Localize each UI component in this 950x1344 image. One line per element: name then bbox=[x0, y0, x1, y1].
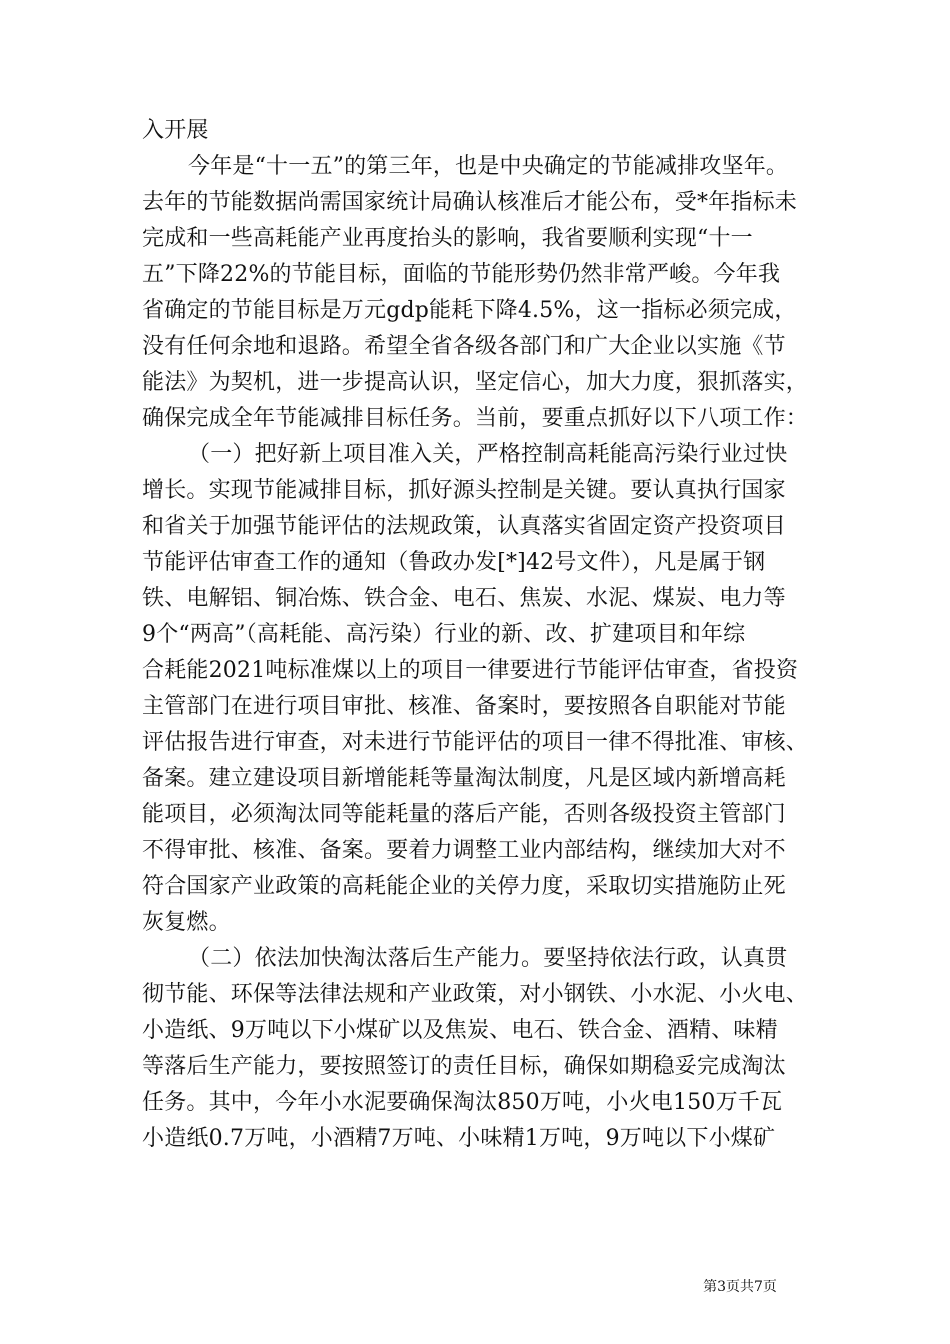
text-line: 主管部门在进行项目审批、核准、备案时，要按照各自职能对节能 bbox=[142, 694, 786, 719]
text-line: 和省关于加强节能评估的法规政策，认真落实省固定资产投资项目 bbox=[142, 514, 786, 539]
text-line: 去年的节能数据尚需国家统计局确认核准后才能公布，受*年指标未 bbox=[142, 190, 798, 215]
text-line: （一）把好新上项目准入关，严格控制高耗能高污染行业过快 bbox=[188, 442, 788, 467]
text-line: 没有任何余地和退路。希望全省各级各部门和广大企业以实施《节 bbox=[142, 334, 786, 359]
text-line: 彻节能、环保等法律法规和产业政策，对小钢铁、小水泥、小火电、 bbox=[142, 982, 809, 1007]
text-line: 符合国家产业政策的高耗能企业的关停力度，采取切实措施防止死 bbox=[142, 874, 786, 899]
text-line: 今年是“十一五”的第三年，也是中央确定的节能减排攻坚年。 bbox=[188, 154, 789, 179]
text-line: 能法》为契机，进一步提高认识，坚定信心，加大力度，狠抓落实， bbox=[142, 370, 809, 395]
text-line: 小造纸0.7万吨，小酒精7万吨、小味精1万吨，9万吨以下小煤矿 bbox=[142, 1126, 776, 1151]
paragraph-energy-targets bbox=[142, 149, 822, 437]
text-line: 增长。实现节能减排目标，抓好源头控制是关键。要认真执行国家 bbox=[142, 478, 786, 503]
text-line: 节能评估审查工作的通知（鲁政办发[*]42号文件），凡是属于钢 bbox=[142, 550, 766, 575]
text-line: 任务。其中，今年小水泥要确保淘汰850万吨，小火电150万千瓦 bbox=[142, 1090, 783, 1115]
text-line: 完成和一些高耗能产业再度抬头的影响，我省要顺利实现“十一 bbox=[142, 226, 753, 251]
text-line: 入开展 bbox=[142, 118, 209, 143]
text-line: 合耗能2021吨标准煤以上的项目一律要进行节能评估审查，省投资 bbox=[142, 658, 799, 683]
text-line: 9个“两高”（高耗能、高污染）行业的新、改、扩建项目和年综 bbox=[142, 622, 746, 647]
text-line: 能项目，必须淘汰同等能耗量的落后产能，否则各级投资主管部门 bbox=[142, 802, 786, 827]
text-line: 等落后生产能力，要按照签订的责任目标，确保如期稳妥完成淘汰 bbox=[142, 1054, 786, 1079]
text-line: 小造纸、9万吨以下小煤矿以及焦炭、电石、铁合金、酒精、味精 bbox=[142, 1018, 778, 1043]
text-line: 确保完成全年节能减排目标任务。当前，要重点抓好以下八项工作： bbox=[142, 406, 809, 431]
paragraph-continuation bbox=[142, 113, 822, 149]
page-number: 第3页共7页 bbox=[703, 1279, 777, 1295]
paragraph-item-two bbox=[142, 941, 822, 1157]
text-line: 灰复燃。 bbox=[142, 910, 231, 935]
document-body bbox=[142, 113, 822, 1157]
text-line: 省确定的节能目标是万元gdp能耗下降4.5%，这一指标必须完成， bbox=[142, 298, 797, 323]
page-footer bbox=[0, 1276, 950, 1296]
text-line: 评估报告进行审查，对未进行节能评估的项目一律不得批准、审核、 bbox=[142, 730, 809, 755]
text-line: 备案。建立建设项目新增能耗等量淘汰制度，凡是区域内新增高耗 bbox=[142, 766, 786, 791]
text-line: 五”下降22%的节能目标，面临的节能形势仍然非常严峻。今年我 bbox=[142, 262, 781, 287]
text-line: 铁、电解铝、铜冶炼、铁合金、电石、焦炭、水泥、煤炭、电力等 bbox=[142, 586, 786, 611]
text-line: （二）依法加快淘汰落后生产能力。要坚持依法行政，认真贯 bbox=[188, 946, 788, 971]
paragraph-item-one bbox=[142, 437, 822, 941]
text-line: 不得审批、核准、备案。要着力调整工业内部结构，继续加大对不 bbox=[142, 838, 786, 863]
